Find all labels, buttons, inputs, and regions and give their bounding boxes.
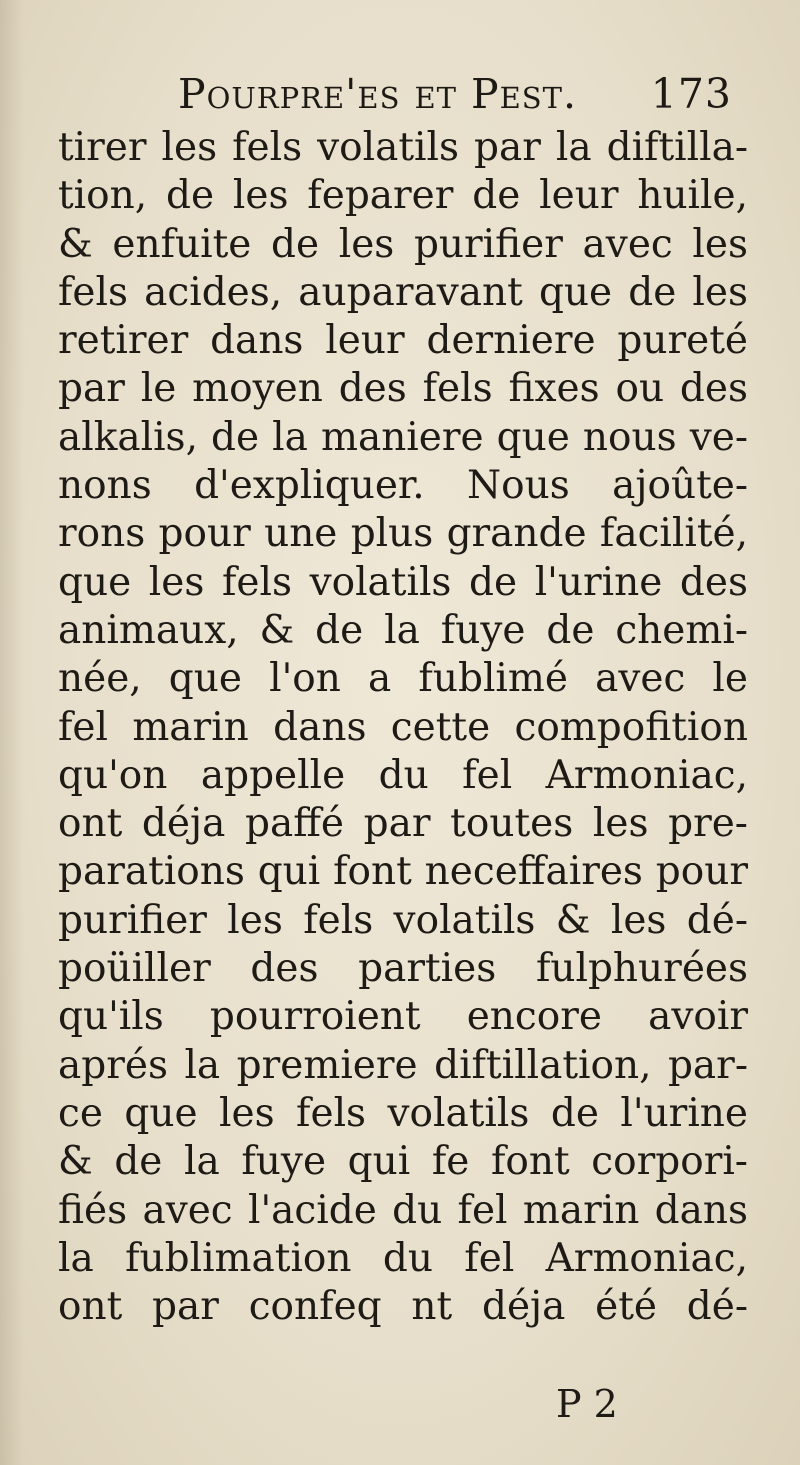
- page-edge-shadow: [0, 0, 24, 1465]
- text-line: que les fels volatils de l'urine des: [58, 559, 748, 605]
- running-head-title: Pourpre'es et Pest.: [178, 70, 578, 118]
- text-line: qu'on appelle du fel Armoniac,: [58, 752, 748, 798]
- text-line: ce que les fels volatils de l'urine: [58, 1090, 748, 1136]
- text-line: alkalis, de la maniere que nous ve-: [58, 414, 748, 460]
- text-line: nons d'expliquer. Nous ajoûte-: [58, 463, 748, 509]
- text-line: ont par confeq nt déja été dé-: [58, 1284, 748, 1330]
- text-line: qu'ils pourroient encore avoir: [58, 994, 748, 1040]
- page-number: 173: [650, 70, 732, 118]
- text-line: tirer les fels volatils par la diftilla-: [58, 125, 748, 170]
- signature-mark: P 2: [556, 1382, 618, 1426]
- text-line: retirer dans leur derniere pureté: [58, 318, 748, 364]
- running-head: [178, 70, 738, 126]
- text-line: fiés avec l'acide du fel marin dans: [58, 1187, 748, 1233]
- text-line: & de la fuye qui fe font corpori-: [58, 1139, 748, 1185]
- text-line: purifier les fels volatils & les dé-: [58, 897, 748, 943]
- text-line: poüiller des parties fulphurées: [58, 946, 748, 992]
- text-line: la fublimation du fel Armoniac,: [58, 1235, 748, 1281]
- text-line: ont déja paffé par toutes les pre-: [58, 801, 748, 847]
- text-line: & enfuite de les purifier avec les: [58, 221, 748, 267]
- text-line: née, que l'on a fublimé avec le: [58, 656, 748, 702]
- text-line: fels acides, auparavant que de les: [58, 269, 748, 315]
- text-line: par le moyen des fels fixes ou des: [58, 366, 748, 412]
- text-line: fel marin dans cette compofition: [58, 704, 748, 750]
- text-line: parations qui font neceffaires pour: [58, 849, 748, 895]
- text-line: aprés la premiere diftillation, par-: [58, 1042, 748, 1088]
- body-text: [58, 124, 748, 1331]
- text-line: rons pour une plus grande facilité,: [58, 511, 748, 557]
- text-line: tion, de les feparer de leur huile,: [58, 173, 748, 219]
- text-line: animaux, & de la fuye de chemi-: [58, 607, 748, 653]
